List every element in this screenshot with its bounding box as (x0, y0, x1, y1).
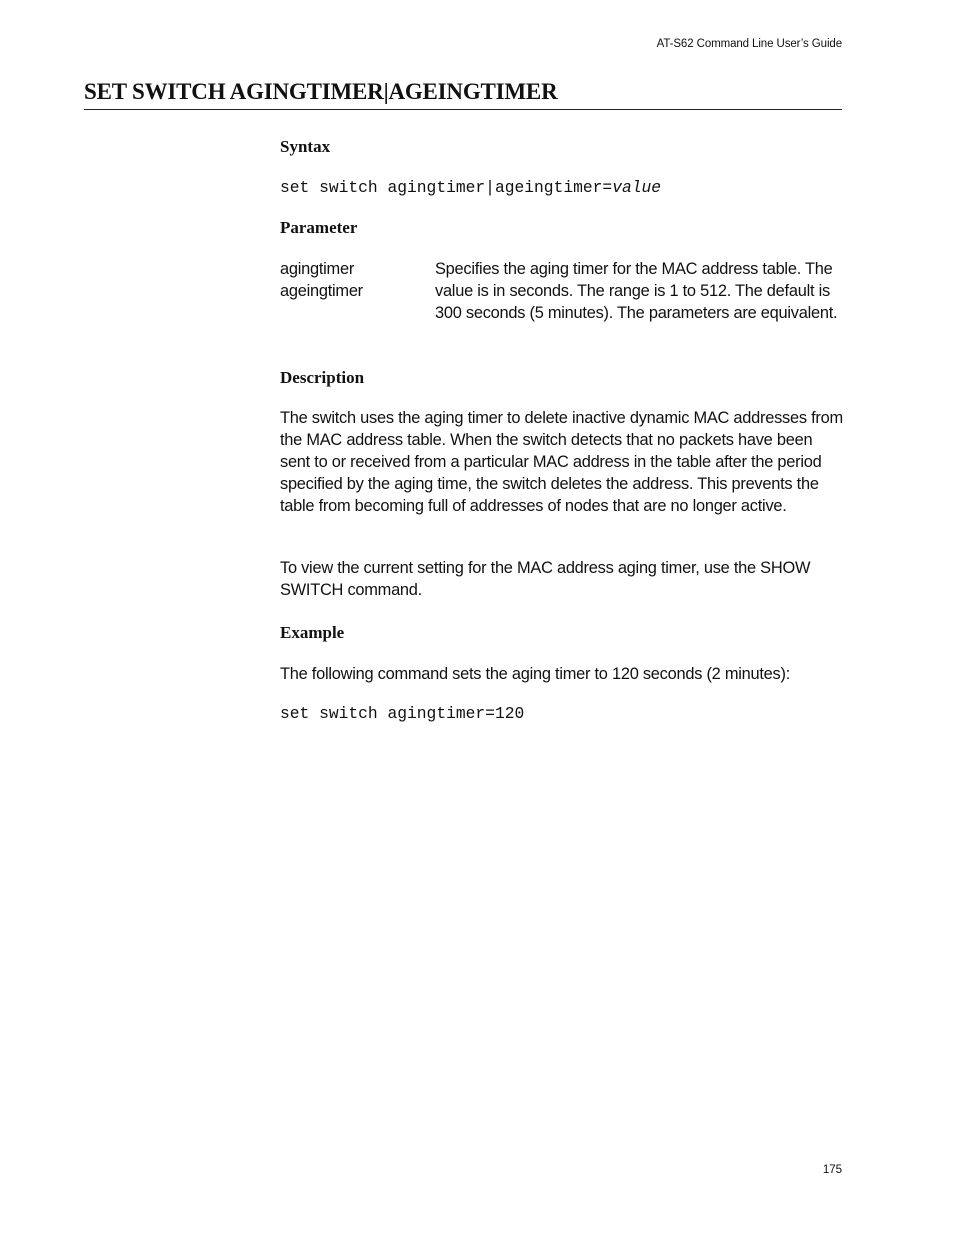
page-title: SET SWITCH AGINGTIMER|AGEINGTIMER (84, 79, 558, 104)
running-header: AT-S62 Command Line User’s Guide (656, 38, 842, 50)
example-command: set switch agingtimer=120 (280, 704, 525, 723)
description-paragraph: To view the current setting for the MAC address aging timer, use the SHOW SWITCH command. (280, 559, 811, 599)
description-heading: Description (280, 368, 365, 387)
parameter-heading: Parameter (280, 218, 358, 237)
parameter-description: Specifies the aging timer for the MAC address table. The value is in seconds. The range is 1 to 512. The default is 300 seconds (5 minutes). The parameters are equivalent. (435, 260, 838, 322)
parameter-names (280, 258, 430, 302)
parameter-name: agingtimer (280, 260, 355, 278)
parameter-name: ageingtimer (280, 282, 363, 300)
page-number: 175 (822, 1164, 842, 1176)
syntax-heading: Syntax (280, 137, 331, 156)
syntax-command-argument: value (612, 178, 662, 197)
description-paragraph: The switch uses the aging timer to delete inactive dynamic MAC addresses from the MAC address table. When the switch detects that no packets have been sent to or received from a particular MAC address in the table after the period specified by the aging time, the switch deletes the address. This prevents the table from becoming full of addresses of nodes that are no longer active. (280, 409, 843, 515)
title-divider (84, 109, 842, 110)
syntax-command (280, 178, 661, 198)
syntax-command-text: set switch agingtimer|ageingtimer= (280, 178, 613, 197)
example-text: The following command sets the aging timer to 120 seconds (2 minutes): (280, 665, 790, 683)
example-heading: Example (280, 623, 345, 642)
